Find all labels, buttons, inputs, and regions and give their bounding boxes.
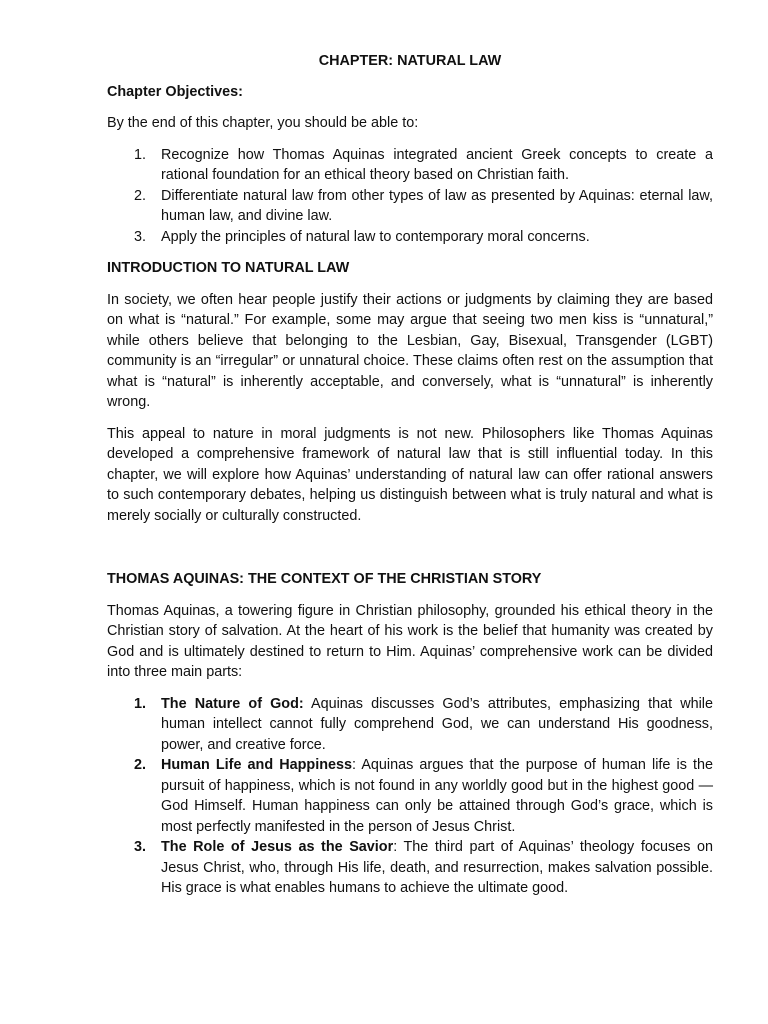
objective-text: Recognize how Thomas Aquinas integrated ancient Greek concepts to create a rational foundation for an ethical theory based on Christian faith. (161, 146, 713, 183)
part-item (107, 837, 713, 899)
objective-text: Apply the principles of natural law to contemporary moral concerns. (161, 228, 590, 245)
list-number: 1. (134, 146, 147, 163)
objectives-intro: By the end of this chapter, you should be able to: (107, 115, 419, 131)
list-number: 3. (134, 839, 147, 855)
part-term: The Nature of God: (161, 695, 304, 712)
intro-paragraph: In society, we often hear people justify their actions or judgments by claiming they are based on what is “natural.” For example, some may argue that seeing two men kiss is “unnatural,” while others believe that belonging to the Lesbian, Gay, Bisexual, Transgender (LGBT) community is an “irregular” or unnatural choice. These claims often rest on the assumption that what is “natural” is inherently acceptable, and conversely, what is “unnatural” is inherently wrong. (107, 291, 713, 410)
part-item (107, 694, 713, 756)
objective-text: Differentiate natural law from other types of law as presented by Aquinas: eternal law, human law, and divine law. (161, 187, 713, 224)
section-spacer (107, 537, 713, 569)
part-text: Aquinas discusses God’s attributes, emphasizing that while human intellect cannot fully comprehend God, we can understand His goodness, power, and creative force. (161, 695, 713, 753)
list-number: 2. (134, 757, 147, 773)
parts-list (107, 694, 713, 899)
context-heading: THOMAS AQUINAS: THE CONTEXT OF THE CHRISTIAN STORY (107, 571, 542, 587)
list-number: 1. (134, 695, 147, 712)
objective-item (107, 227, 713, 248)
part-item (107, 755, 713, 837)
chapter-title: CHAPTER: NATURAL LAW (318, 53, 502, 69)
objectives-list (107, 145, 713, 248)
part-term: Human Life and Happiness (161, 757, 353, 773)
intro-heading: INTRODUCTION TO NATURAL LAW (107, 260, 350, 276)
list-number: 2. (134, 187, 147, 204)
list-number: 3. (134, 228, 147, 245)
objectives-heading: Chapter Objectives: (107, 83, 243, 100)
intro-paragraph: This appeal to nature in moral judgments is not new. Philosophers like Thomas Aquinas developed a comprehensive framework of natural law that is still influential today. In this chapter, we will explore how Aquinas’ understanding of natural law can offer rational answers to such contemporary debates, helping us distinguish between what is truly natural and what is merely socially or culturally constructed. (107, 425, 713, 524)
part-text: : Aquinas argues that the purpose of human life is the pursuit of happiness, which is not found in any worldly good but in the highest good — God Himself. Human happiness can only be attained through God’s grace, which is most perfectly manifested in the person of Jesus Christ. (161, 757, 714, 835)
part-text: : The third part of Aquinas’ theology focuses on Jesus Christ, who, through His life, death, and resurrection, makes salvation possible. His grace is what enables humans to achieve the ultimate good. (161, 839, 713, 896)
document-page (107, 50, 713, 910)
part-term: The Role of Jesus as the Savior (161, 839, 394, 855)
context-paragraph: Thomas Aquinas, a towering figure in Christian philosophy, grounded his ethical theory in the Christian story of salvation. At the heart of his work is the belief that humanity was created by God and is ultimately destined to return to Him. Aquinas’ comprehensive work can be divided into three main parts: (107, 602, 713, 680)
objective-item (107, 145, 713, 186)
objective-item (107, 186, 713, 227)
